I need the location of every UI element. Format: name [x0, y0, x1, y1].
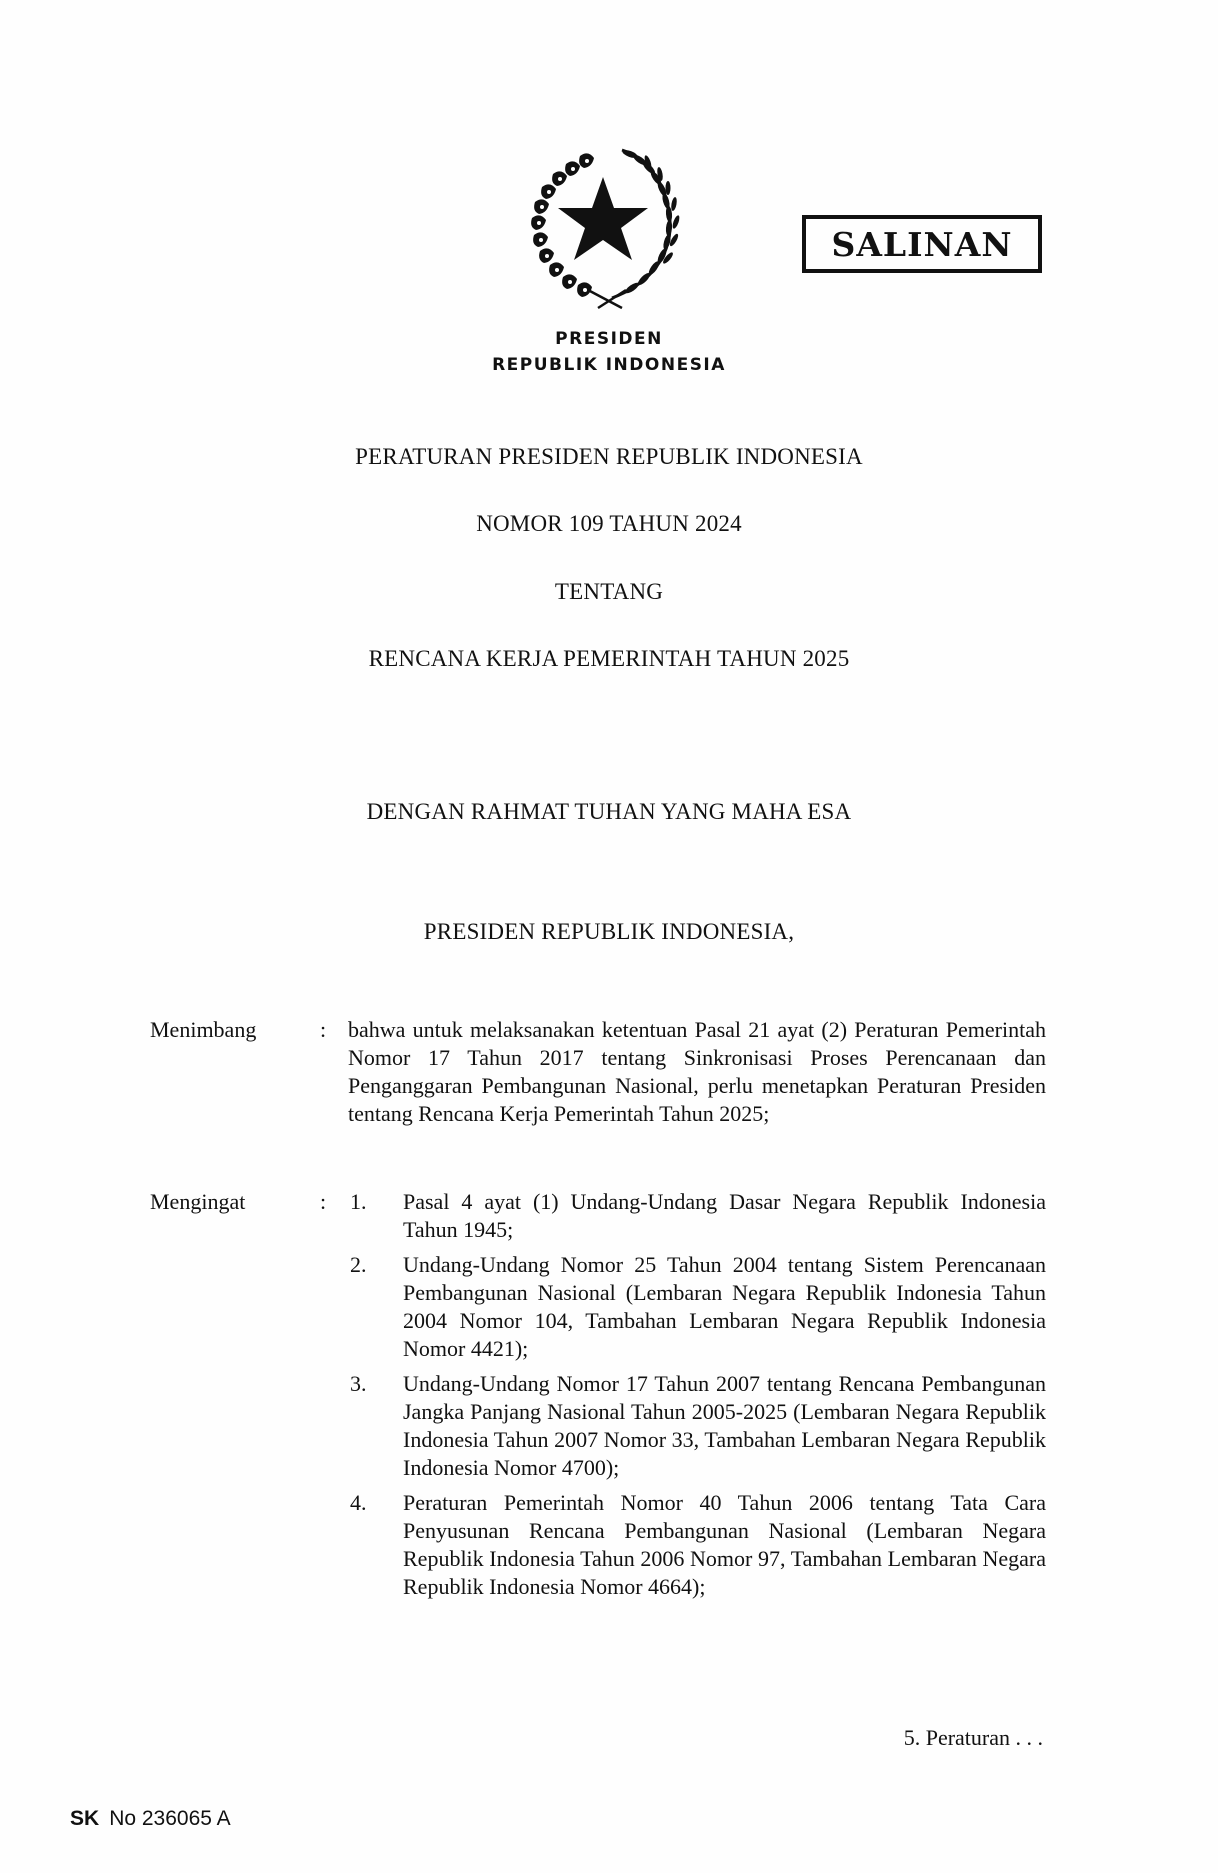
sk-label: SK [70, 1807, 100, 1830]
mengingat-item-number: 1. [350, 1189, 367, 1214]
salinan-stamp [802, 215, 1042, 273]
mengingat-item [348, 1188, 1046, 1244]
sk-number: No 236065 A [109, 1807, 231, 1830]
emblem-caption-republik-indonesia: REPUBLIK INDONESIA [492, 355, 726, 375]
menimbang-section [150, 1016, 1046, 1166]
mengingat-list [348, 1188, 1046, 1608]
invocation-text: DENGAN RAHMAT TUHAN YANG MAHA ESA [366, 799, 852, 824]
mengingat-item-number: 3. [350, 1371, 367, 1396]
menimbang-text: bahwa untuk melaksanakan ketentuan Pasal 21 ayat (2) Peraturan Pemerintah Nomor 17 Tahun 2017 tentang Sinkronisasi Proses Perencanaan dan Penganggaran Pembangunan Nasional, perlu menetapkan Peraturan Presiden tentang Rencana Kerja Pemerintah Tahun 2025; [348, 1017, 1046, 1126]
regulation-title: PERATURAN PRESIDEN REPUBLIK INDONESIA [355, 444, 863, 469]
salinan-stamp-label: SALINAN [831, 224, 1013, 264]
emblem-caption-presiden: PRESIDEN [555, 329, 663, 349]
issuer-text: PRESIDEN REPUBLIK INDONESIA, [423, 919, 795, 944]
mengingat-item [348, 1489, 1046, 1601]
mengingat-item-text: Undang-Undang Nomor 17 Tahun 2007 tentang Rencana Pembangunan Jangka Panjang Nasional Tahun 2005-2025 (Lembaran Negara Republik Indonesia Tahun 2007 Nomor 33, Tambahan Lembaran Negara Republik Indonesia Nomor 4700); [403, 1371, 1046, 1480]
regulation-about-label: TENTANG [554, 579, 664, 604]
mengingat-item [348, 1251, 1046, 1363]
mengingat-label: Mengingat [150, 1189, 246, 1214]
presidential-star-emblem-icon [522, 140, 684, 310]
mengingat-item-text: Pasal 4 ayat (1) Undang-Undang Dasar Negara Republik Indonesia Tahun 1945; [403, 1189, 1046, 1242]
page-continuation-marker: 5. Peraturan . . . [903, 1725, 1043, 1750]
regulation-number: NOMOR 109 TAHUN 2024 [476, 511, 742, 536]
mengingat-colon: : [320, 1189, 327, 1214]
mengingat-item-text: Undang-Undang Nomor 25 Tahun 2004 tentang Sistem Perencanaan Pembangunan Nasional (Lembaran Negara Republik Indonesia Tahun 2004 Nomor 104, Tambahan Lembaran Negara Republik Indonesia Nomor 4421); [403, 1252, 1046, 1361]
mengingat-item-text: Peraturan Pemerintah Nomor 40 Tahun 2006 tentang Tata Cara Penyusunan Rencana Pembangunan Nasional (Lembaran Negara Republik Indonesia Tahun 2006 Nomor 97, Tambahan Lembaran Negara Republik Indonesia Nomor 4664); [403, 1490, 1046, 1599]
menimbang-label: Menimbang [150, 1017, 257, 1042]
regulation-subject: RENCANA KERJA PEMERINTAH TAHUN 2025 [368, 646, 850, 671]
mengingat-section [150, 1188, 1046, 1788]
mengingat-item-number: 2. [350, 1252, 367, 1277]
sk-number-footer [70, 1806, 231, 1832]
mengingat-item [348, 1370, 1046, 1482]
menimbang-colon: : [320, 1017, 327, 1042]
mengingat-item-number: 4. [350, 1490, 367, 1515]
